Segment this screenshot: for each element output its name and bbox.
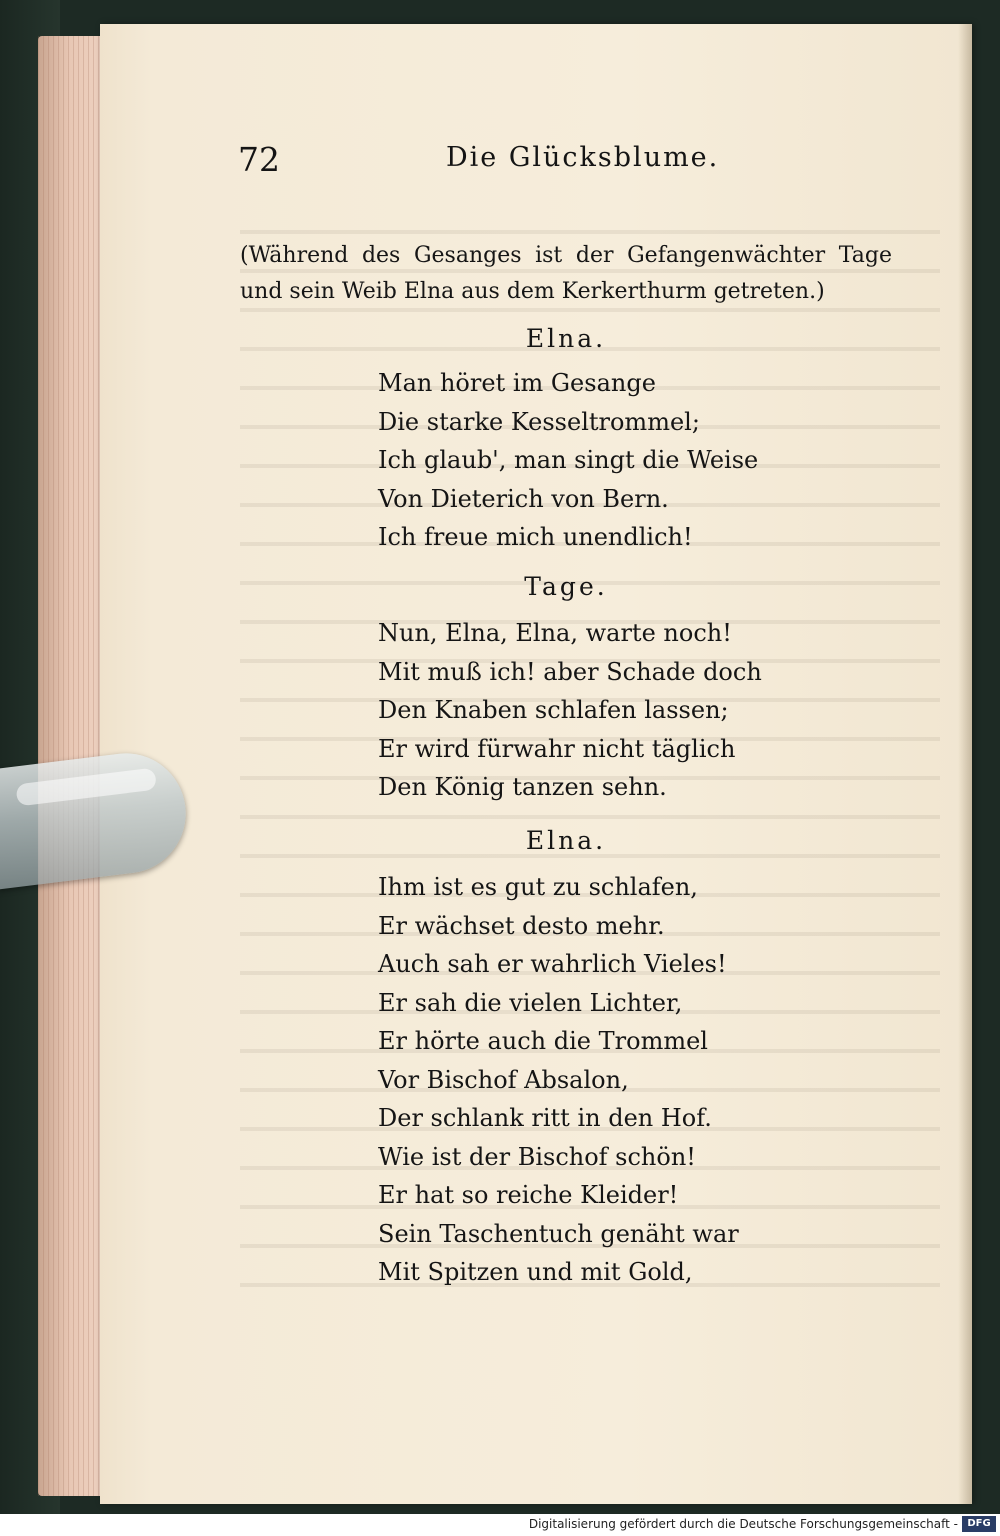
page-header [238,140,878,184]
verse-line: Der schlank ritt in den Hof. [378,1104,712,1132]
verse-line: Er hörte auch die Trommel [378,1027,708,1055]
verse-line: Ihm ist es gut zu schlafen, [378,873,698,901]
verse-line: Mit Spitzen und mit Gold, [378,1258,693,1286]
verse-line: Sein Taschentuch genäht war [378,1219,739,1248]
verse-line: Wie ist der Bischof schön! [378,1142,696,1171]
verse-block [378,364,898,557]
verse-line: Vor Bischof Absalon, [378,1065,629,1094]
verse-line: Ich freue mich unendlich! [378,523,693,551]
speaker-name: Tage. [524,572,608,601]
verse-line: Er wächset desto mehr. [378,911,665,940]
verse-line: Mit muß ich! aber Schade doch [378,657,762,686]
dfg-logo: DFG [962,1516,996,1532]
page-number: 72 [238,140,280,179]
verse-line: Die starke Kesseltrommel; [378,407,700,436]
stage-direction: (Während des Gesanges ist der Gefangenwächter Tage und sein Weib Elna aus dem Kerkerthurm getreten.) [240,243,892,304]
verse-line: Den König tanzen sehn. [378,773,667,801]
verse-line: Den Knaben schlafen lassen; [378,696,729,724]
verse-line: Er hat so reiche Kleider! [378,1181,679,1209]
verse-line: Er wird fürwahr nicht täglich [378,734,736,763]
verse-block [378,868,898,1292]
verse-line: Man höret im Gesange [378,369,656,397]
verse-line: Nun, Elna, Elna, warte noch! [378,619,732,647]
page-gutter-shadow [958,24,972,1504]
digitization-credit: Digitalisierung gefördert durch die Deutsche Forschungsgemeinschaft - [528,1517,958,1531]
speaker-name: Elna. [525,826,607,855]
verse-line: Von Dieterich von Bern. [378,484,669,513]
speaker-name: Elna. [525,324,607,353]
running-title: Die Glücksblume. [446,142,720,173]
verse-line: Ich glaub', man singt die Weise [378,446,759,474]
verse-line: Auch sah er wahrlich Vieles! [378,950,727,978]
verse-line: Er sah die vielen Lichter, [378,988,683,1017]
verse-block [378,614,898,807]
